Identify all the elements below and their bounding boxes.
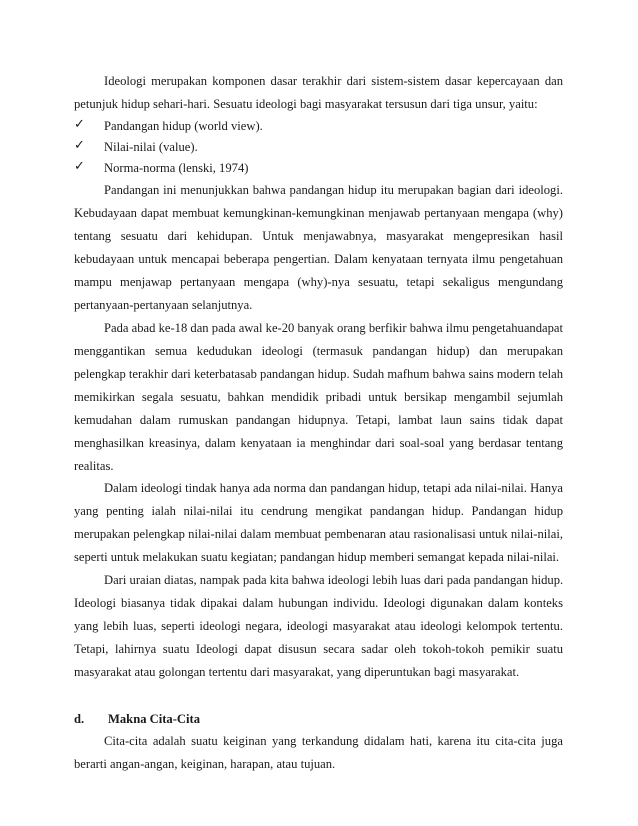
text-line: menggantikan semua kedudukan ideologi (termasuk pandangan hidup) dan merupakan <box>74 344 563 358</box>
text-line: kemudahan dalam rumuskan pandangan hidupnya. Tetapi, lambat laun sains tidak dapat <box>74 413 563 427</box>
text-line: masyarakat atau golongan tertentu dari masyarakat, yang diperuntukan bagi masyarakat. <box>74 665 520 679</box>
text-line: pelengkap terakhir dari keterbatasab pandangan hidup. Sudah mafhum bahwa sains modern telah <box>74 367 563 381</box>
text-line: Dari uraian diatas, nampak pada kita bahwa ideologi lebih luas dari pada pandangan hidup. <box>104 573 564 587</box>
text-line: seperti untuk melakukan suatu kegiatan; pandangan hidup memberi semangat kepada nilai-nilai. <box>74 550 560 564</box>
text-line: yang lebih luas, seperti ideologi negara, ideologi masyarakat atau ideologi kelompok tertentu. <box>74 619 563 633</box>
list-item-text: Norma-norma (lenski, 1974) <box>104 161 249 175</box>
text-line: yang penting ialah nilai-nilai itu cendrung mengikat pandangan hidup. Pandangan hidup <box>74 504 563 518</box>
text-line: kebudayaan untuk mencapai beberapa pengertian. Dalam kenyataan ternyata ilmu pengetahuan <box>74 252 563 266</box>
list-item-text: Pandangan hidup (world view). <box>104 119 263 133</box>
text-line: Ideologi biasanya tidak dipakai dalam hubungan individu. Ideologi digunakan dalam konteks <box>74 596 563 610</box>
text-line: menghasilkan kreasinya, dalam kenyataan ia menghindar dari soal-soal yang berdasar tentang <box>74 436 563 450</box>
checkmark-icon: ✓ <box>74 138 85 153</box>
text-line: Pada abad ke-18 dan pada awal ke-20 banyak orang berfikir bahwa ilmu pengetahuandapat <box>104 321 563 335</box>
text-line: merupakan pelengkap nilai-nilai dalam membuat pembenaran atau rasionalisasi untuk nilai-nilai, <box>74 527 563 541</box>
text-line: Kebudayaan dapat membuat kemungkinan-kemungkinan menjawab pertanyaan mengapa (why) <box>74 206 563 220</box>
text-line: berarti angan-angan, keiginan, harapan, atau tujuan. <box>74 757 336 771</box>
text-line: Ideologi merupakan komponen dasar terakhir dari sistem-sistem dasar kepercayaan dan <box>104 74 563 88</box>
text-line: memikirkan segala sesuatu, bahkan mendidik pribadi untuk bersikap mengambil sejumlah <box>74 390 563 404</box>
text-line: realitas. <box>74 459 114 473</box>
section-title: Makna Cita-Cita <box>108 712 200 726</box>
text-line: Pandangan ini menunjukkan bahwa pandangan hidup itu merupakan bagian dari ideologi. <box>104 183 563 197</box>
text-line: pertanyaan-pertanyaan selanjutnya. <box>74 298 253 312</box>
section-letter: d. <box>74 712 85 726</box>
text-line: Tetapi, lahirnya suatu Ideologi dapat disusun secara sadar oleh tokoh-tokoh pemikir suatu <box>74 642 563 656</box>
text-line: Dalam ideologi tindak hanya ada norma dan pandangan hidup, tetapi ada nilai-nilai. Hanya <box>104 481 563 495</box>
text-line: Cita-cita adalah suatu keiginan yang terkandung didalam hati, karena itu cita-cita juga <box>104 734 563 748</box>
checkmark-icon: ✓ <box>74 117 85 132</box>
list-item-text: Nilai-nilai (value). <box>104 140 198 154</box>
text-line: mampu menjawap pertanyaan mengapa (why)-nya sesuatu, tetapi sekaligus mengundang <box>74 275 563 289</box>
text-line: tentang sesuatu dari kehidupan. Untuk menjawabnya, masyarakat mengepresikan hasil <box>74 229 563 243</box>
text-line: petunjuk hidup sehari-hari. Sesuatu ideologi bagi masyarakat tersusun dari tiga unsur, yaitu: <box>74 97 538 111</box>
checkmark-icon: ✓ <box>74 159 85 174</box>
